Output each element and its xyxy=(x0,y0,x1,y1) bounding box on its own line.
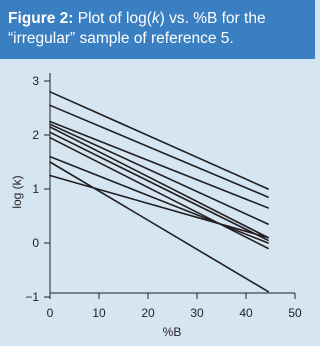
series-lines xyxy=(50,92,268,292)
series-line-8 xyxy=(50,157,268,243)
series-line-2 xyxy=(50,105,268,197)
figure-caption xyxy=(8,9,308,49)
caption-k-italic: k xyxy=(151,10,160,27)
x-ticks xyxy=(47,293,302,320)
x-tick-label: 30 xyxy=(190,306,204,320)
y-tick-label: 2 xyxy=(32,128,39,142)
x-axis-label: %B xyxy=(162,325,182,339)
x-tick-label: 10 xyxy=(92,306,106,320)
series-line-7 xyxy=(50,138,268,249)
y-tick-label: 3 xyxy=(32,74,39,88)
x-tick-label: 20 xyxy=(141,306,155,320)
y-tick-label: 0 xyxy=(32,236,39,250)
x-tick-label: 50 xyxy=(288,306,302,320)
x-tick-label: 0 xyxy=(46,306,54,320)
y-tick-label: 1 xyxy=(32,182,39,196)
series-line-9 xyxy=(50,176,268,238)
y-tick-label: −1 xyxy=(25,290,39,304)
caption-text-start: Plot of log( xyxy=(73,10,152,27)
caption-bar xyxy=(0,0,315,59)
y-ticks xyxy=(25,74,50,304)
series-line-6 xyxy=(50,132,268,240)
series-line-3 xyxy=(50,122,268,208)
line-chart xyxy=(0,59,315,346)
x-tick-label: 40 xyxy=(239,306,253,320)
caption-label: Figure 2: xyxy=(8,10,74,27)
caption-text-end: ) vs. %B for the “irregular” sample of reference 5. xyxy=(8,10,266,47)
y-axis-label: log (k) xyxy=(10,175,24,209)
